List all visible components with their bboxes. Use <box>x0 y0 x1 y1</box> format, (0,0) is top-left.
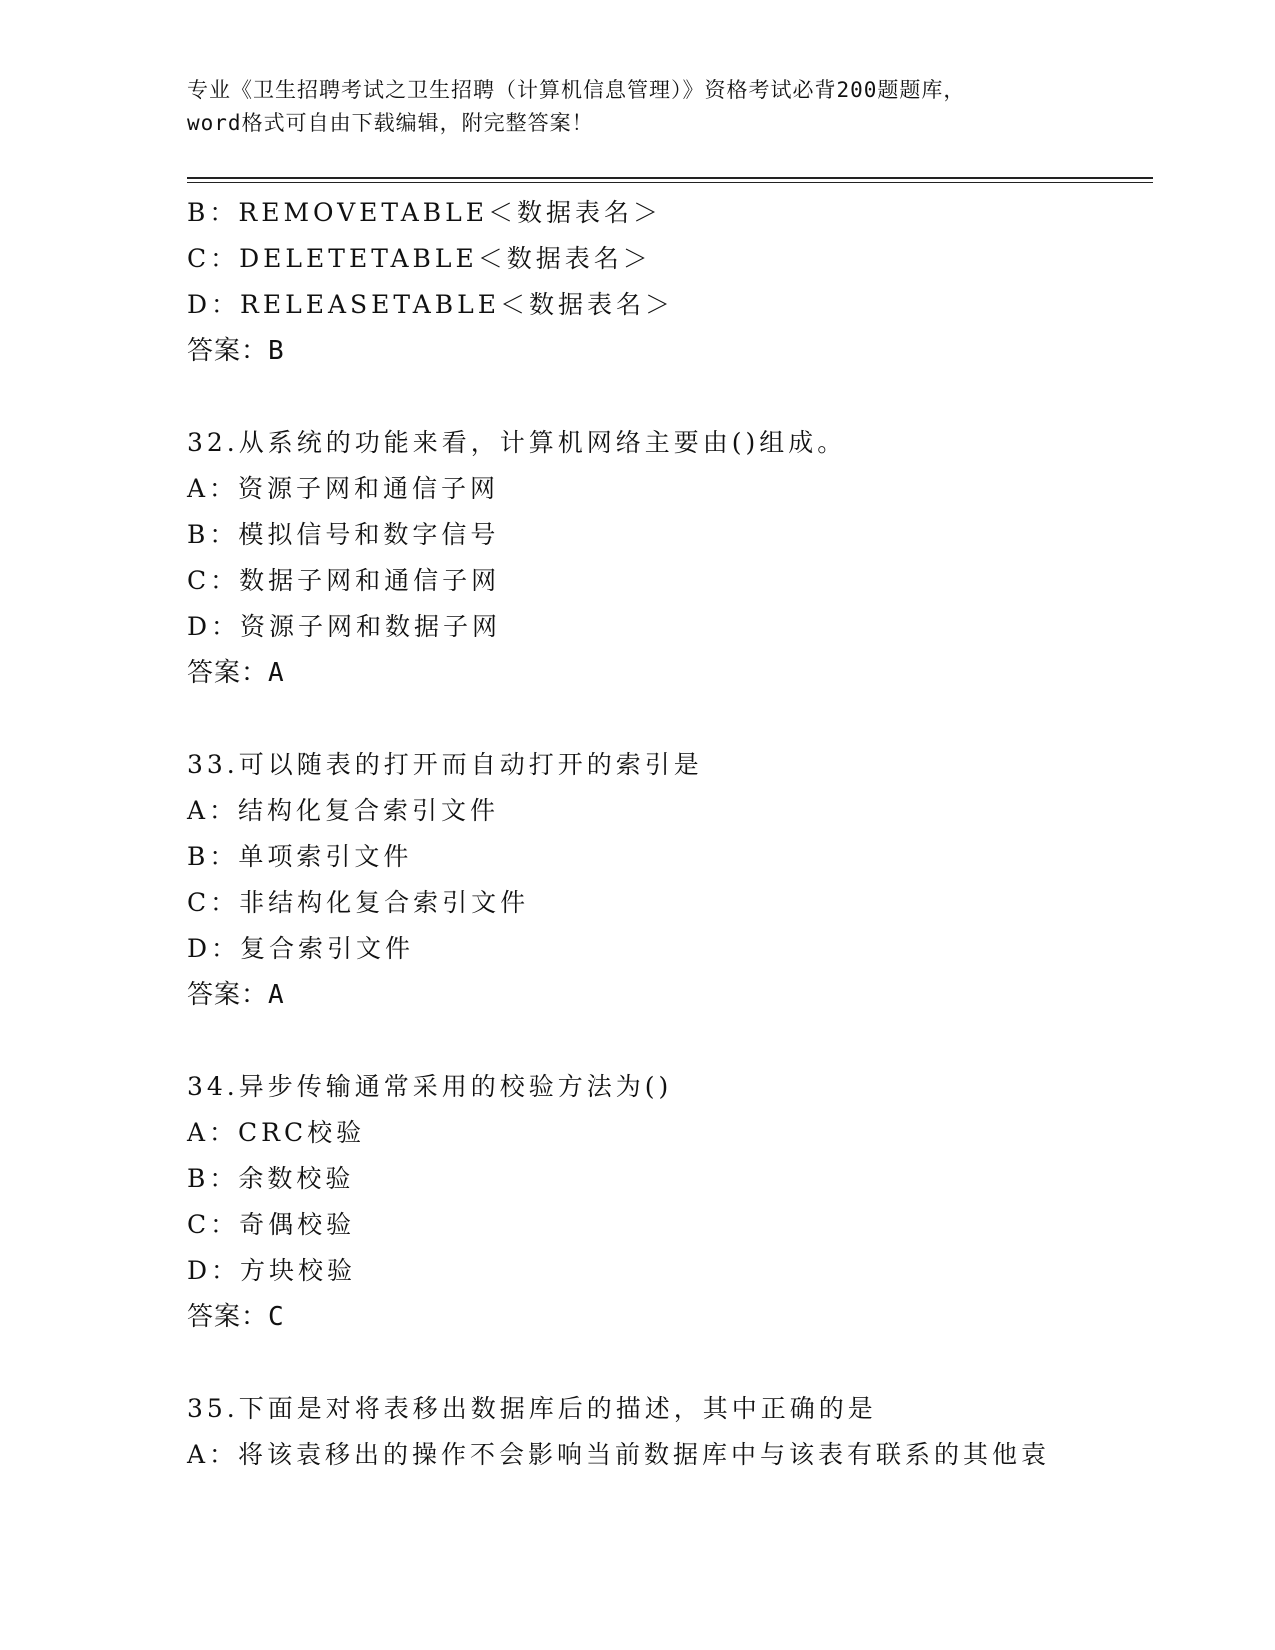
option-c: C：非结构化复合索引文件 <box>187 888 530 917</box>
question-list <box>187 190 1147 1478</box>
option-a: A：资源子网和通信子网 <box>187 474 500 503</box>
option-b: B：模拟信号和数字信号 <box>187 520 500 549</box>
question-stem: 35.下面是对将表移出数据库后的描述，其中正确的是 <box>187 1394 877 1423</box>
question-34 <box>187 1064 1147 1340</box>
option-c: C：数据子网和通信子网 <box>187 566 501 595</box>
answer-line: 答案：C <box>187 1302 285 1332</box>
option-b: B：单项索引文件 <box>187 842 413 871</box>
spacer <box>187 374 1147 420</box>
option-a: A：CRC校验 <box>187 1118 366 1147</box>
option-a: A：将该袁移出的操作不会影响当前数据库中与该表有联系的其他袁 <box>187 1440 1051 1469</box>
question-35 <box>187 1386 1147 1478</box>
question-33 <box>187 742 1147 1018</box>
question-stem: 33.可以随表的打开而自动打开的索引是 <box>187 750 703 779</box>
option-d: D：资源子网和数据子网 <box>187 612 502 641</box>
option-c: C：奇偶校验 <box>187 1210 356 1239</box>
header-title-line-1: 专业《卫生招聘考试之卫生招聘（计算机信息管理）》资格考试必背200题题库， <box>187 78 966 102</box>
spacer <box>187 1340 1147 1386</box>
question-32 <box>187 420 1147 696</box>
option-d: D：复合索引文件 <box>187 934 415 963</box>
spacer <box>187 696 1147 742</box>
option-d: D：RELEASETABLE＜数据表名＞ <box>187 290 674 319</box>
question-stem: 32.从系统的功能来看，计算机网络主要由()组成。 <box>187 428 847 457</box>
answer-line: 答案：A <box>187 980 285 1010</box>
answer-line: 答案：A <box>187 658 285 688</box>
header-title-line-2: word格式可自由下载编辑，附完整答案！ <box>187 111 594 135</box>
question-stem: 34.异步传输通常采用的校验方法为() <box>187 1072 673 1101</box>
option-c: C：DELETETABLE＜数据表名＞ <box>187 244 652 273</box>
option-b: B：REMOVETABLE＜数据表名＞ <box>187 198 662 227</box>
answer-line: 答案：B <box>187 336 285 366</box>
document-header <box>187 74 1087 140</box>
header-divider-thin <box>187 182 1153 183</box>
option-a: A：结构化复合索引文件 <box>187 796 500 825</box>
spacer <box>187 1018 1147 1064</box>
header-divider-thick <box>187 177 1153 179</box>
question-31-tail <box>187 190 1147 374</box>
option-b: B：余数校验 <box>187 1164 355 1193</box>
option-d: D：方块校验 <box>187 1256 357 1285</box>
